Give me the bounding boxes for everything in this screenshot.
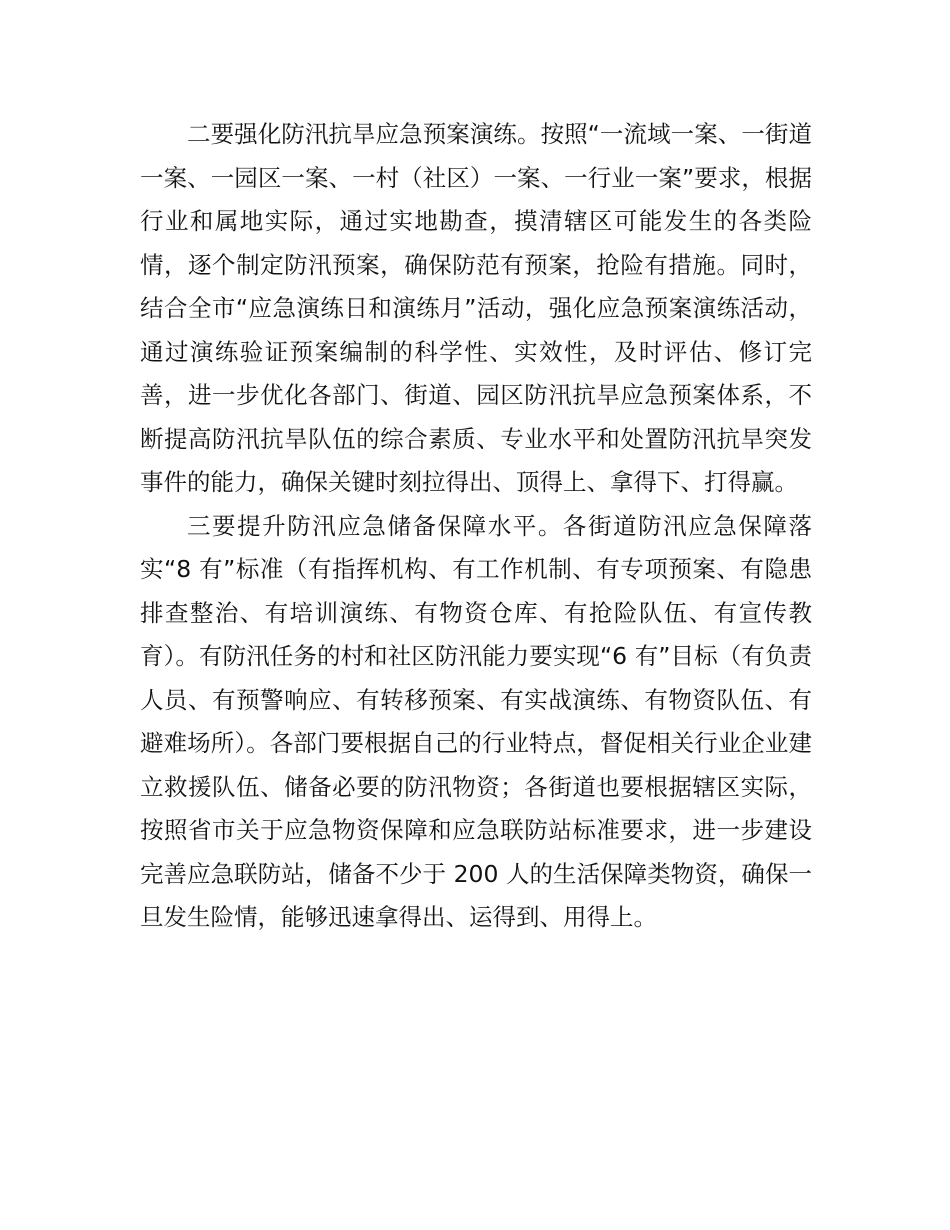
paragraph-emergency-reserve: 三要提升防汛应急储备保障水平。各街道防汛应急保障落实“8 有”标准（有指挥机构、有工作机制、有专项预案、有隐患排查整治、有培训演练、有物资仓库、有抢险队伍、有宣传教育）。有防汛任务的村和社区防汛能力要实现“6 有”目标（有负责人员、有预警响应、有转移预案、有实战演练、有物资队伍、有避难场所）。各部门要根据自己的行业特点，督促相关行业企业建立救援队伍、储备必要的防汛物资；各街道也要根据辖区实际，按照省市关于应急物资保障和应急联防站标准要求，进一步建设完善应急联防站，储备不少于 200 人的生活保障类物资，确保一旦发生险情，能够迅速拿得出、运得到、用得上。 xyxy=(140,511,812,931)
paragraph-flood-drill-plan: 二要强化防汛抗旱应急预案演练。按照“一流域一案、一街道一案、一园区一案、一村（社区）一案、一行业一案”要求，根据行业和属地实际，通过实地勘查，摸清辖区可能发生的各类险情，逐个制定防汛预案，确保防范有预案，抢险有措施。同时，结合全市“应急演练日和演练月”活动，强化应急预案演练活动，通过演练验证预案编制的科学性、实效性，及时评估、修订完善，进一步优化各部门、街道、园区防汛抗旱应急预案体系，不断提高防汛抗旱队伍的综合素质、专业水平和处置防汛抗旱突发事件的能力，确保关键时刻拉得出、顶得上、拿得下、打得赢。 xyxy=(140,120,812,496)
document-body xyxy=(140,113,812,940)
